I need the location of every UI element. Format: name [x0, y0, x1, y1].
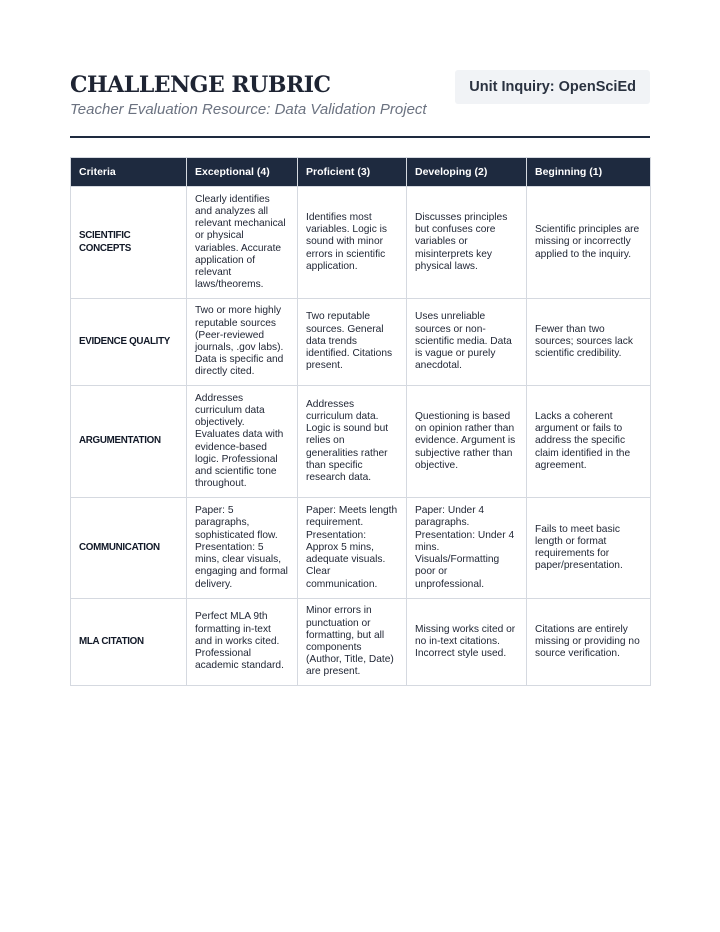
- criterion-label: EVIDENCE QUALITY: [71, 299, 187, 386]
- developing-cell: Missing works cited or no in-text citations. Incorrect style used.: [407, 599, 527, 686]
- exceptional-cell: Paper: 5 paragraphs, sophisticated flow. Presentation: 5 mins, clear visuals, engaging and formal delivery.: [187, 498, 298, 599]
- column-header-criteria: Criteria: [71, 158, 187, 187]
- beginning-cell: Scientific principles are missing or incorrectly applied to the inquiry.: [527, 187, 651, 299]
- criterion-label: COMMUNICATION: [71, 498, 187, 599]
- criterion-label: MLA CITATION: [71, 599, 187, 686]
- beginning-cell: Fewer than two sources; sources lack scientific credibility.: [527, 299, 651, 386]
- table-row: [71, 187, 651, 299]
- table-row: [71, 299, 651, 386]
- proficient-cell: Identifies most variables. Logic is sound with minor errors in scientific application.: [298, 187, 407, 299]
- beginning-cell: Fails to meet basic length or format requirements for paper/presentation.: [527, 498, 651, 599]
- developing-cell: Discusses principles but confuses core variables or misinterprets key physical laws.: [407, 187, 527, 299]
- column-header-beginning: Beginning (1): [527, 158, 651, 187]
- page-header: [70, 70, 650, 138]
- column-header-proficient: Proficient (3): [298, 158, 407, 187]
- beginning-cell: Lacks a coherent argument or fails to address the specific claim identified in the agreement.: [527, 386, 651, 498]
- exceptional-cell: Clearly identifies and analyzes all relevant mechanical or physical variables. Accurate application of relevant laws/theorems.: [187, 187, 298, 299]
- column-header-developing: Developing (2): [407, 158, 527, 187]
- page-subtitle: Teacher Evaluation Resource: Data Validation Project: [70, 101, 427, 118]
- criterion-label: ARGUMENTATION: [71, 386, 187, 498]
- exceptional-cell: Perfect MLA 9th formatting in-text and in works cited. Professional academic standard.: [187, 599, 298, 686]
- column-header-exceptional: Exceptional (4): [187, 158, 298, 187]
- header-row: [71, 158, 651, 187]
- proficient-cell: Addresses curriculum data. Logic is sound but relies on generalities rather than specific research data.: [298, 386, 407, 498]
- table-row: [71, 599, 651, 686]
- proficient-cell: Two reputable sources. General data trends identified. Citations present.: [298, 299, 407, 386]
- unit-badge: Unit Inquiry: OpenSciEd: [455, 70, 650, 104]
- page-title: CHALLENGE RUBRIC: [70, 72, 331, 98]
- rubric-table: [70, 157, 651, 686]
- developing-cell: Questioning is based on opinion rather than evidence. Argument is subjective rather than objective.: [407, 386, 527, 498]
- table-row: [71, 386, 651, 498]
- proficient-cell: Minor errors in punctuation or formatting, but all components (Author, Title, Date) are present.: [298, 599, 407, 686]
- exceptional-cell: Addresses curriculum data objectively. Evaluates data with evidence-based logic. Professional and scientific tone throughout.: [187, 386, 298, 498]
- exceptional-cell: Two or more highly reputable sources (Peer-reviewed journals, .gov labs). Data is specific and directly cited.: [187, 299, 298, 386]
- criterion-label: SCIENTIFIC CONCEPTS: [71, 187, 187, 299]
- developing-cell: Uses unreliable sources or non-scientific media. Data is vague or purely anecdotal.: [407, 299, 527, 386]
- proficient-cell: Paper: Meets length requirement. Presentation: Approx 5 mins, adequate visuals. Clear communication.: [298, 498, 407, 599]
- beginning-cell: Citations are entirely missing or providing no source verification.: [527, 599, 651, 686]
- developing-cell: Paper: Under 4 paragraphs. Presentation: Under 4 mins. Visuals/Formatting poor or unprofessional.: [407, 498, 527, 599]
- table-row: [71, 498, 651, 599]
